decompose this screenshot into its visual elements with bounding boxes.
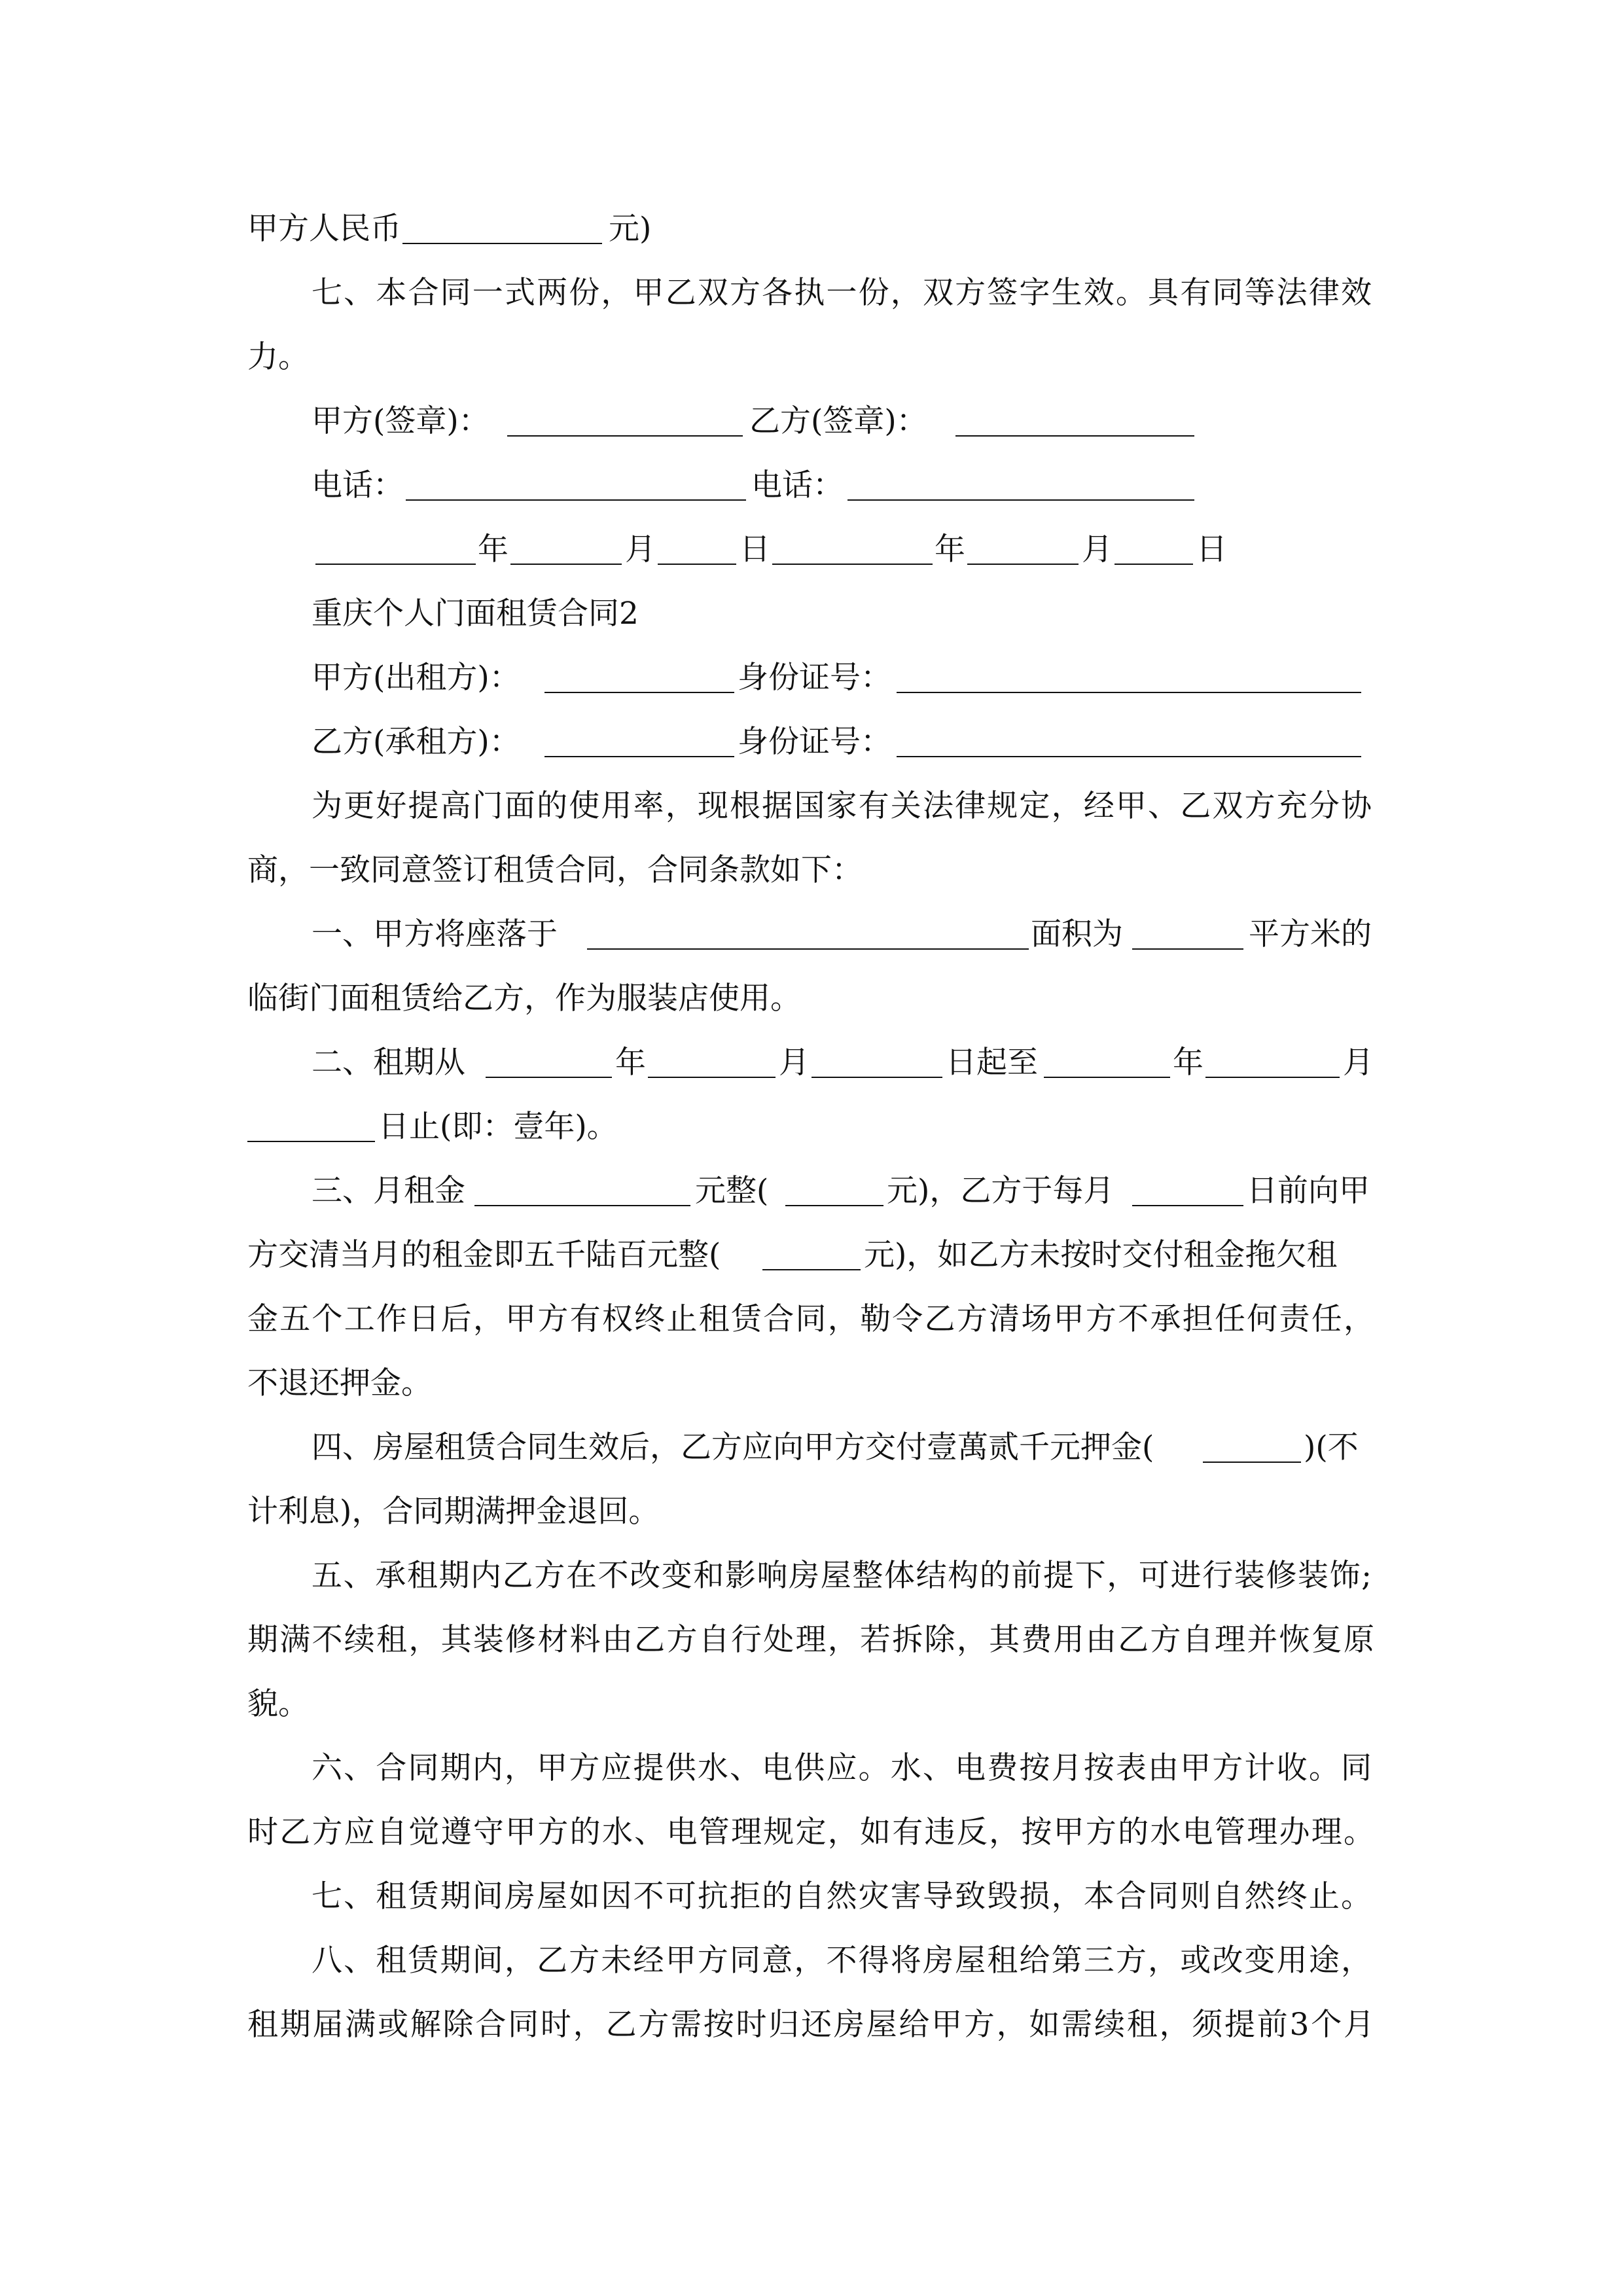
text-segment: 不退还押金。: [247, 1365, 432, 1401]
fill-blank-line: [1205, 1077, 1340, 1078]
fill-blank-line: [510, 564, 622, 565]
text-segment: 租期届满或解除合同时，乙方需按时归还房屋给甲方，如需续租，须提前3个月: [247, 2007, 1374, 2043]
text-segment: 重庆个人门面租赁合同2: [312, 596, 639, 632]
text-segment: 元)，如乙方未按时交付租金拖欠租: [864, 1237, 1338, 1273]
text-segment: )(不: [1304, 1429, 1359, 1465]
fill-blank-line: [402, 243, 602, 244]
text-segment: 六、合同期内，甲方应提供水、电供应。水、电费按月按表由甲方计收。同: [312, 1750, 1372, 1786]
text-segment: 甲方人民币: [247, 211, 401, 247]
text-segment: 二、租期从: [312, 1045, 465, 1081]
fill-blank-line: [1132, 1205, 1243, 1206]
text-segment: 年: [1173, 1045, 1204, 1081]
text-segment: 身份证号：: [738, 660, 891, 696]
text-segment: 金五个工作日后，甲方有权终止租赁合同，勒令乙方清场甲方不承担任何责任，: [247, 1301, 1374, 1337]
text-segment: 年: [478, 531, 508, 567]
fill-blank-line: [762, 1269, 861, 1270]
text-segment: 电话：: [751, 467, 844, 503]
text-segment: 乙方(承租方)：: [312, 724, 520, 760]
fill-blank-line: [812, 1077, 942, 1078]
fill-blank-line: [1115, 564, 1193, 565]
text-segment: 方交清当月的租金即五千陆百元整(: [247, 1237, 721, 1273]
text-segment: 平方米的: [1249, 916, 1372, 952]
text-segment: 为更好提高门面的使用率，现根据国家有关法律规定，经甲、乙双方充分协: [312, 788, 1372, 824]
fill-blank-line: [507, 435, 743, 437]
text-segment: 身份证号：: [738, 724, 891, 760]
fill-blank-line: [772, 564, 933, 565]
text-segment: 元)，乙方于每月: [887, 1173, 1115, 1209]
text-segment: 计利息)，合同期满押金退回。: [247, 1494, 660, 1530]
text-segment: 月: [625, 531, 656, 567]
text-segment: 三、月租金: [312, 1173, 465, 1209]
text-segment: 日: [740, 531, 770, 567]
fill-blank-line: [1203, 1462, 1301, 1463]
text-segment: 貌。: [247, 1686, 309, 1722]
text-segment: 力。: [247, 339, 309, 375]
text-segment: 日起至: [946, 1045, 1038, 1081]
text-segment: 月: [1343, 1045, 1374, 1081]
fill-blank-line: [486, 1077, 612, 1078]
text-segment: 五、承租期内乙方在不改变和影响房屋整体结构的前提下，可进行装修装饰;: [312, 1558, 1372, 1594]
text-segment: 元): [609, 211, 652, 247]
fill-blank-line: [247, 1141, 375, 1142]
fill-blank-line: [474, 1205, 690, 1206]
text-segment: 电话：: [312, 467, 404, 503]
fill-blank-line: [658, 564, 736, 565]
text-segment: 甲方(签章)：: [312, 403, 490, 439]
text-segment: 年: [935, 531, 965, 567]
text-segment: 日止(即：壹年)。: [378, 1109, 618, 1145]
text-segment: 七、本合同一式两份，甲乙双方各执一份，双方签字生效。具有同等法律效: [312, 275, 1372, 311]
fill-blank-line: [648, 1077, 776, 1078]
text-segment: 甲方(出租方)：: [312, 660, 520, 696]
fill-blank-line: [955, 435, 1194, 437]
text-segment: 一、甲方将座落于: [312, 916, 558, 952]
fill-blank-line: [315, 564, 476, 565]
fill-blank-line: [544, 692, 734, 693]
fill-blank-line: [847, 499, 1194, 501]
text-segment: 日前向甲: [1247, 1173, 1370, 1209]
fill-blank-line: [785, 1205, 883, 1206]
text-segment: 月: [1082, 531, 1113, 567]
fill-blank-line: [897, 692, 1361, 693]
text-segment: 月: [779, 1045, 810, 1081]
fill-blank-line: [544, 756, 734, 757]
fill-blank-line: [1044, 1077, 1170, 1078]
text-segment: 乙方(签章)：: [749, 403, 927, 439]
fill-blank-line: [406, 499, 746, 501]
text-segment: 元整(: [695, 1173, 769, 1209]
text-segment: 年: [615, 1045, 646, 1081]
text-segment: 八、租赁期间，乙方未经甲方同意，不得将房屋租给第三方，或改变用途，: [312, 1943, 1372, 1979]
fill-blank-line: [1132, 948, 1243, 950]
text-segment: 期满不续租，其装修材料由乙方自行处理，若拆除，其费用由乙方自理并恢复原: [247, 1622, 1374, 1658]
fill-blank-line: [967, 564, 1079, 565]
text-segment: 日: [1196, 531, 1227, 567]
text-segment: 临街门面租赁给乙方，作为服装店使用。: [247, 980, 801, 1016]
text-segment: 商，一致同意签订租赁合同，合同条款如下：: [247, 852, 863, 888]
text-segment: 时乙方应自觉遵守甲方的水、电管理规定，如有违反，按甲方的水电管理办理。: [247, 1814, 1374, 1850]
fill-blank-line: [587, 948, 1029, 950]
text-segment: 面积为: [1031, 916, 1123, 952]
text-segment: 四、房屋租赁合同生效后，乙方应向甲方交付壹萬贰千元押金(: [312, 1429, 1154, 1465]
text-segment: 七、租赁期间房屋如因不可抗拒的自然灾害导致毁损，本合同则自然终止。: [312, 1878, 1372, 1914]
fill-blank-line: [897, 756, 1361, 757]
